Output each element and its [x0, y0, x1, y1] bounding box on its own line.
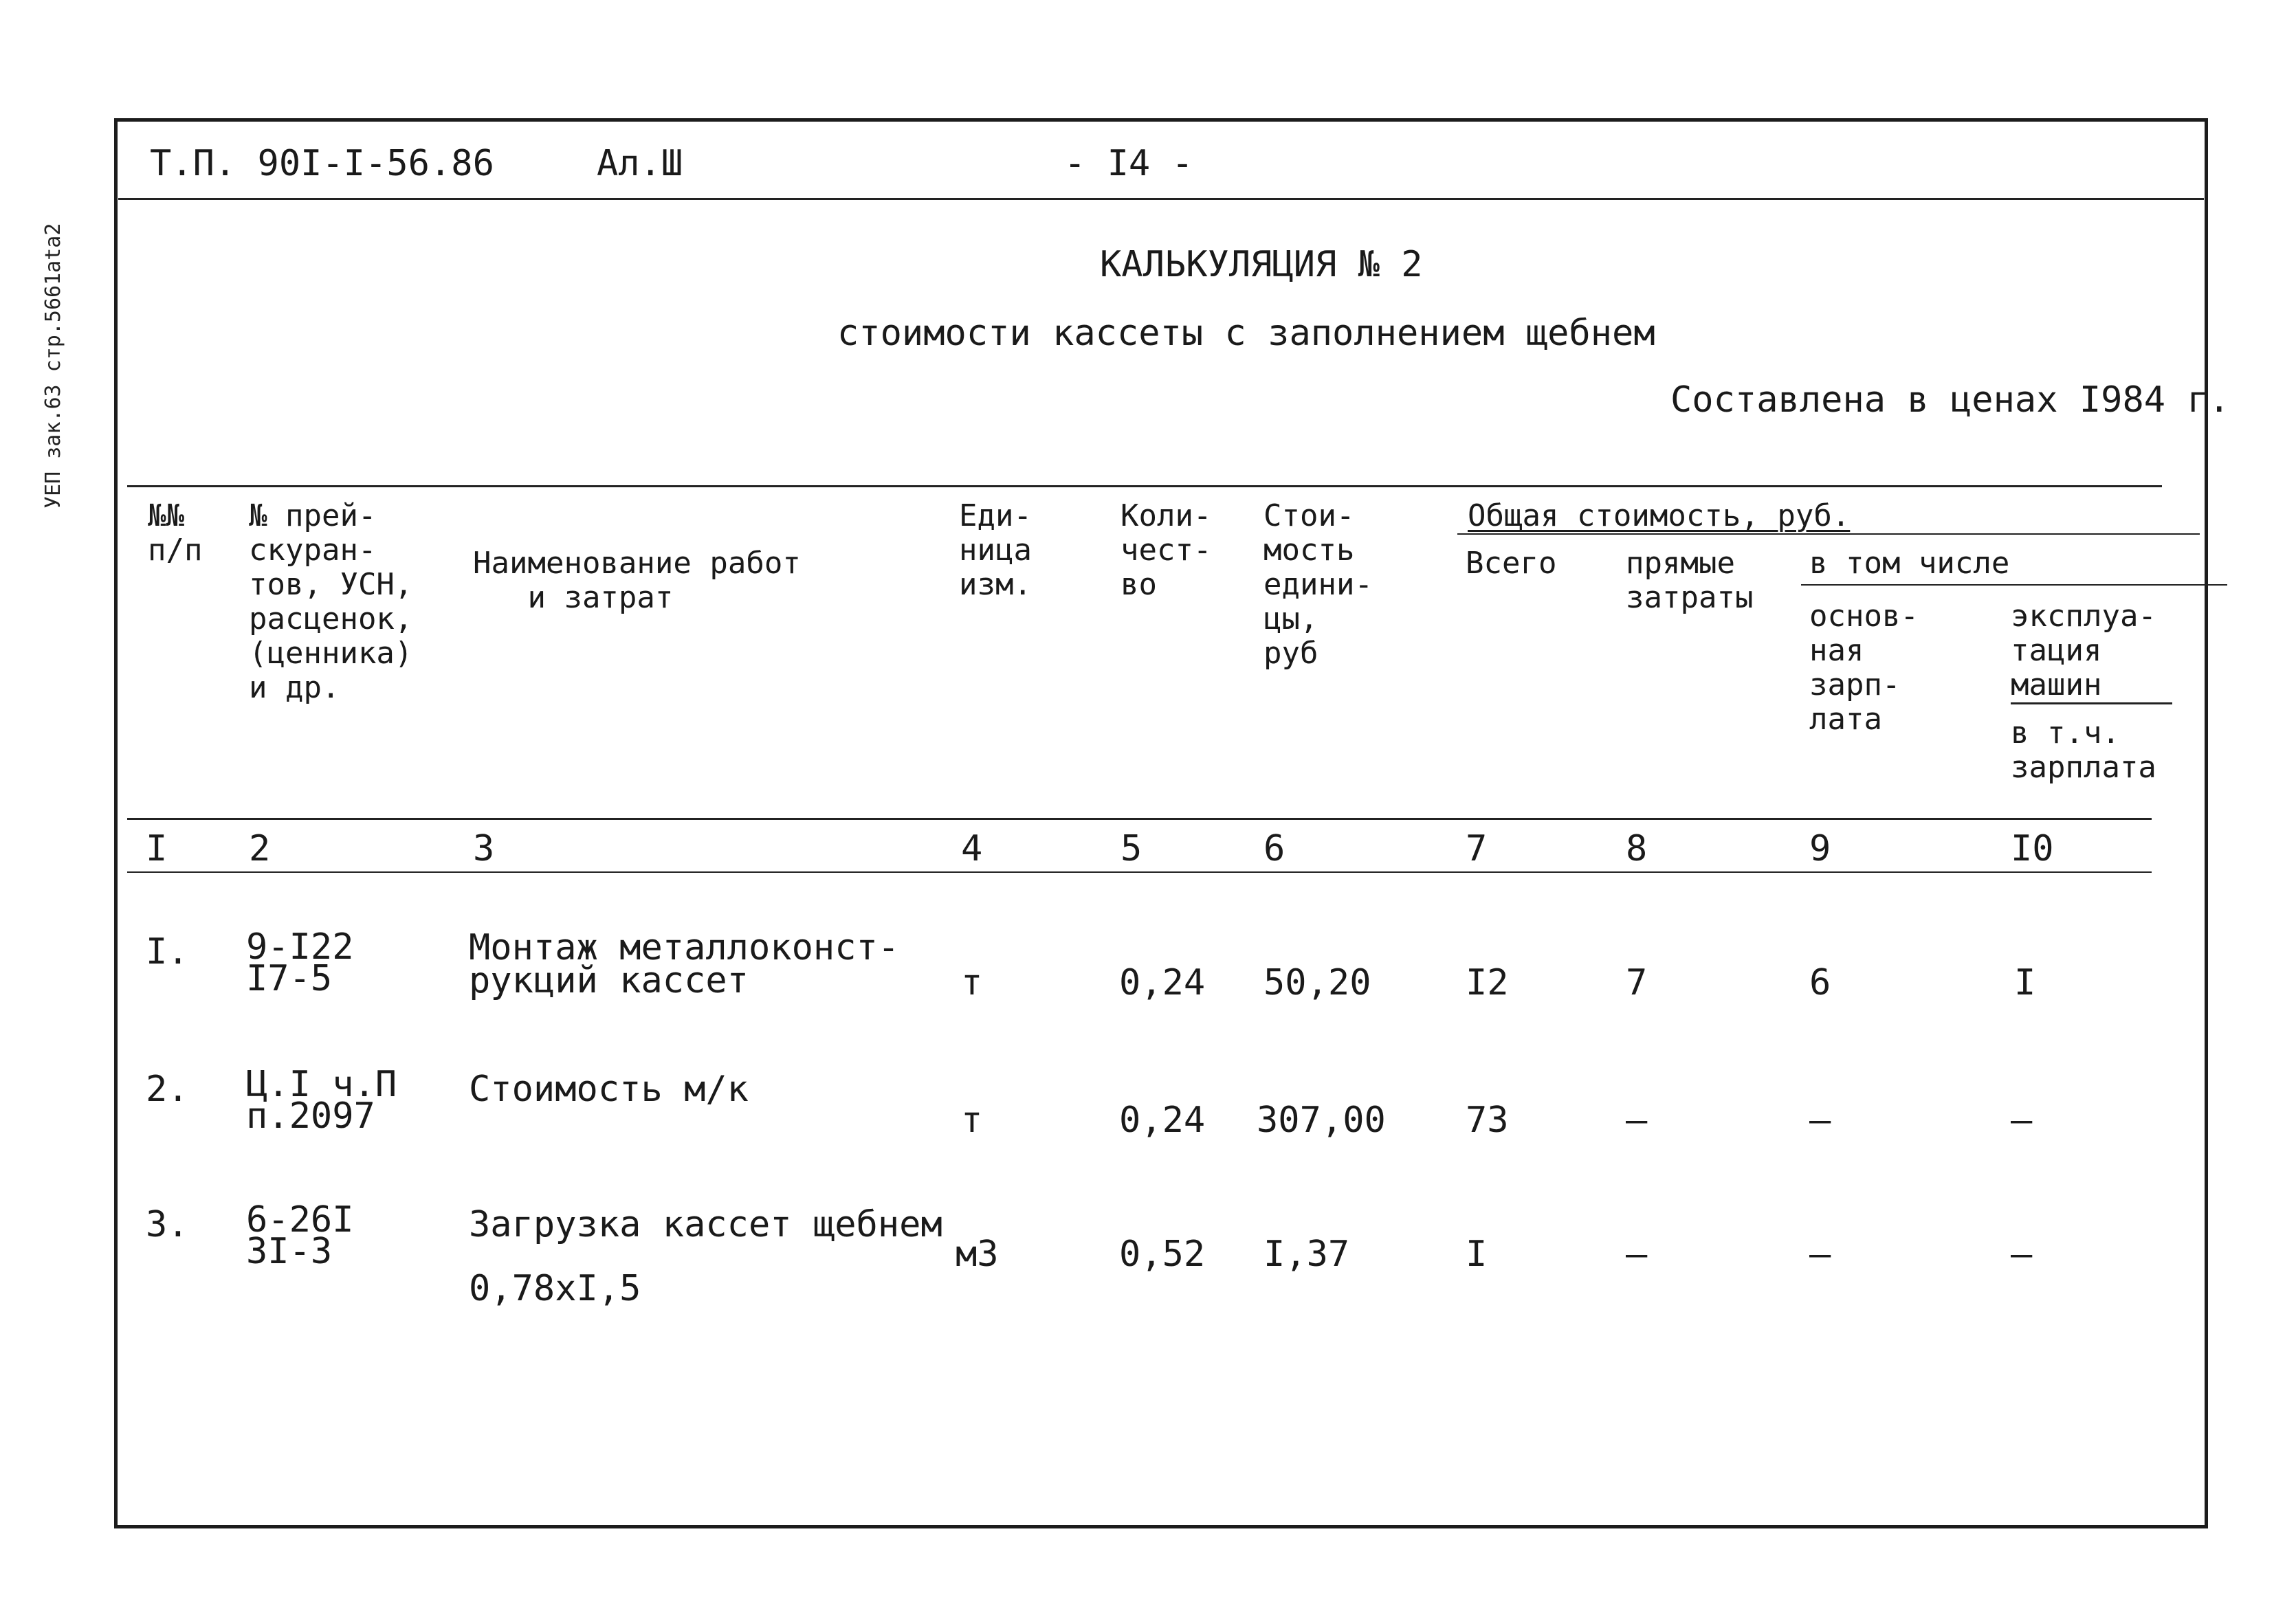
row3-name-formula: 0,78хI,5 [469, 1268, 641, 1309]
row3-salary: – [1809, 1234, 1831, 1275]
table-header-bottom-line [127, 818, 2152, 820]
doc-code: Т.П. 90I-I-56.86 [150, 143, 494, 184]
col-number-8: 8 [1626, 828, 1648, 869]
album-label: Ал.Ш [597, 143, 683, 184]
row3-machines: – [2011, 1234, 2033, 1275]
header-code: № прей- скуран- тов, УСН, расценок, (ценника) и др. [249, 498, 413, 705]
header-incl: в том числе [1809, 546, 2010, 581]
header-unit-cost: Стои- мость едини- цы, руб [1263, 498, 1373, 671]
col-number-7: 7 [1466, 828, 1488, 869]
col-number-1: I [146, 828, 168, 869]
prices-note: Составлена в ценах I984 г. [1670, 379, 2230, 421]
document-title: КАЛЬКУЛЯЦИЯ № 2 [1100, 244, 1423, 285]
header-machines: эксплуа- тация машин [2011, 599, 2156, 702]
row1-unit-cost: 50,20 [1263, 962, 1371, 1003]
row3-unit-cost: I,37 [1263, 1234, 1350, 1275]
col-number-6: 6 [1263, 828, 1285, 869]
row1-qty: 0,24 [1119, 962, 1206, 1003]
page-number: - I4 - [1064, 143, 1193, 184]
row3-qty: 0,52 [1119, 1234, 1206, 1275]
row2-name: Стоимость м/к [469, 1069, 749, 1110]
row2-code: Ц.I ч.П п.2097 [246, 1064, 397, 1137]
row3-total: I [1466, 1234, 1488, 1275]
margin-note: УЕП зак.63 стр.5661ata2 [41, 223, 65, 509]
col-number-3: 3 [473, 828, 495, 869]
row1-total: I2 [1466, 962, 1509, 1003]
header-group-line [1457, 533, 2200, 535]
header-name: Наименование работ и затрат [473, 546, 801, 615]
row1-num: I. [146, 931, 189, 972]
row1-code: 9-I22 I7-5 [246, 926, 354, 999]
header-unit: Еди- ница изм. [959, 498, 1032, 602]
row2-num: 2. [146, 1069, 189, 1110]
header-salary: основ- ная зарп- лата [1809, 599, 1919, 737]
row3-name: Загрузка кассет щебнем [469, 1204, 942, 1245]
header-incl-line [1801, 584, 2227, 586]
row2-salary: – [1809, 1100, 1831, 1141]
row3-direct: – [1626, 1234, 1648, 1275]
table-top-line [127, 485, 2162, 487]
row2-unit: т [961, 1100, 983, 1141]
document-subtitle: стоимости кассеты с заполнением щебнем [837, 313, 1655, 354]
row3-unit: м3 [956, 1234, 999, 1275]
col-number-5: 5 [1121, 828, 1142, 869]
header-total: Всего [1466, 546, 1557, 581]
col-number-9: 9 [1809, 828, 1831, 869]
col-numbers-line [127, 871, 2152, 873]
header-direct: прямые затраты [1626, 546, 1754, 615]
col-number-2: 2 [249, 828, 271, 869]
row2-total: 73 [1466, 1100, 1509, 1141]
row3-num: 3. [146, 1204, 189, 1245]
header-num: №№ п/п [148, 498, 203, 568]
row1-direct: 7 [1626, 962, 1648, 1003]
row1-salary: 6 [1809, 962, 1831, 1003]
row1-name: Монтаж металлоконст- рукций кассет [469, 927, 900, 1001]
header-machines-salary: в т.ч. зарплата [2011, 715, 2156, 785]
row1-machines: I [2014, 962, 2036, 1003]
header-qty: Коли- чест- во [1121, 498, 1212, 602]
row2-direct: – [1626, 1100, 1648, 1141]
row3-code: 6-26I 3I-3 [246, 1199, 354, 1272]
row2-unit-cost: 307,00 [1257, 1100, 1386, 1141]
header-divider [118, 198, 2204, 200]
row1-unit: т [961, 962, 983, 1003]
col-number-10: I0 [2011, 828, 2054, 869]
col-number-4: 4 [961, 828, 983, 869]
row2-machines: – [2011, 1100, 2033, 1141]
header-machines-line [2011, 702, 2172, 704]
row2-qty: 0,24 [1119, 1100, 1206, 1141]
header-total-group: Общая стоимость, руб. [1468, 498, 1851, 533]
